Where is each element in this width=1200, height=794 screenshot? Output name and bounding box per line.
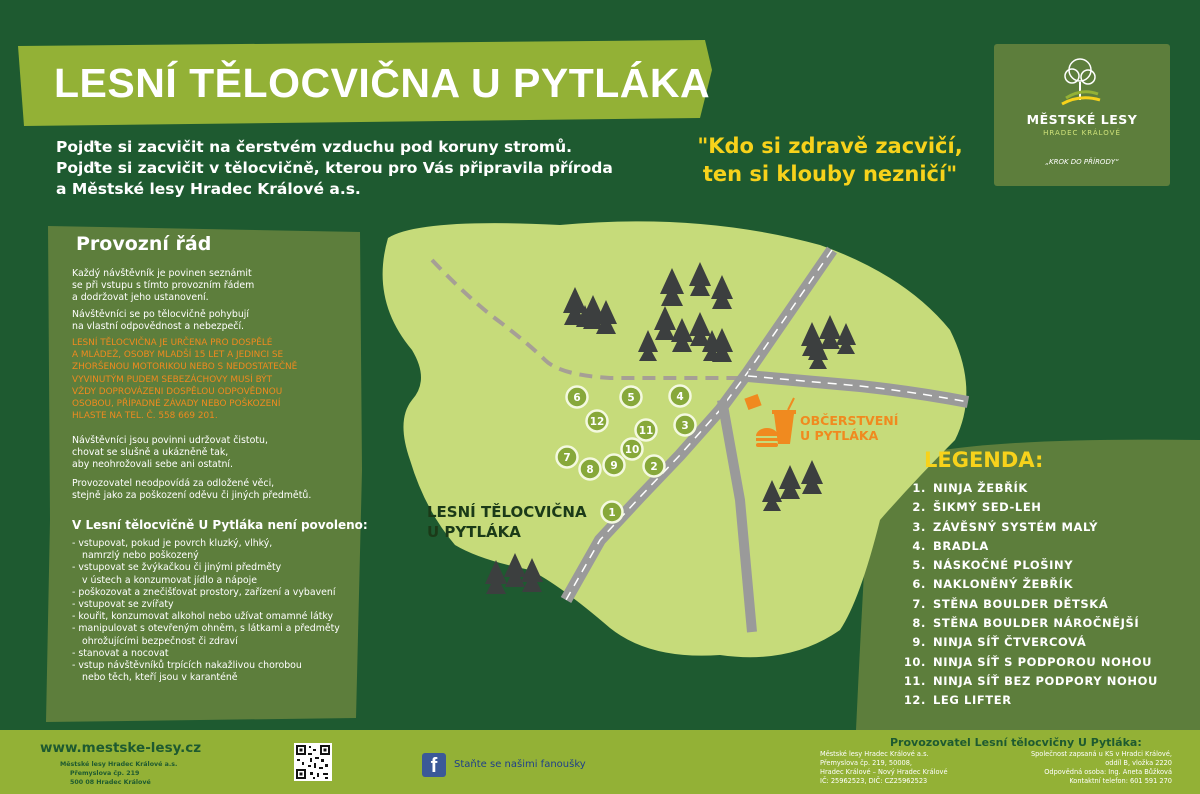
- legend-item-number: 4.: [912, 538, 926, 553]
- station-marker[interactable]: [567, 387, 588, 408]
- qr-code-icon[interactable]: [294, 743, 332, 781]
- ban-item: - kouřit, konzumovat alkohol nebo užívat omamné látky: [72, 611, 334, 623]
- legend-item: [898, 479, 1158, 498]
- legend-item: [898, 653, 1158, 672]
- station-marker-label: 4: [676, 390, 684, 403]
- rules-line: na vlastní odpovědnost a nebezpečí.: [72, 321, 245, 333]
- rules-line: OSOBOU, PŘÍPADNÉ ZÁVADY NEBO POŠKOZENÍ: [72, 399, 281, 410]
- station-marker[interactable]: [557, 447, 578, 468]
- rules-line: Návštěvníci jsou povinni udržovat čistotu,: [72, 435, 268, 446]
- rules-line: VYVINUTÝM PUDEM SEBEZÁCHOVY MUSÍ BÝT: [72, 374, 273, 385]
- ban-item: - vstupovat, pokud je povrch kluzký, vlhký,: [72, 538, 273, 549]
- ban-item: - manipulovat s otevřeným ohněm, s látkami a předměty: [72, 623, 340, 635]
- legend-item: [898, 498, 1158, 517]
- rules-line: HLASTE NA TEL. Č. 558 669 201.: [72, 411, 218, 422]
- station-marker-label: 9: [610, 459, 618, 472]
- station-marker[interactable]: [670, 386, 691, 407]
- legend-item: [898, 556, 1158, 575]
- station-marker-label: 10: [624, 443, 640, 456]
- logo-subtitle: HRADEC KRÁLOVÉ: [1043, 129, 1121, 137]
- slogan-line: ten si klouby nezničí": [702, 162, 958, 186]
- station-marker[interactable]: [622, 439, 643, 460]
- operator-line: Městské lesy Hradec Králové a.s.: [820, 750, 929, 758]
- snack-label-line: OBČERSTVENÍ: [800, 413, 899, 428]
- rules-line: VŽDY DOPROVÁZENI DOSPĚLOU ODPOVĚDNOU: [72, 386, 283, 397]
- legend-item-label: NÁSKOČNÉ PLOŠINY: [933, 558, 1074, 573]
- ban-item: - vstup návštěvníků trpících nakažlivou chorobou: [72, 660, 302, 672]
- legend-item-label: NINJA ŽEBŘÍK: [933, 481, 1028, 495]
- rules-paragraph: [72, 309, 362, 333]
- station-marker-label: 1: [608, 506, 616, 519]
- map-title-line: U PYTLÁKA: [427, 523, 521, 541]
- legend-item-label: NAKLONĚNÝ ŽEBŘÍK: [933, 577, 1074, 592]
- ban-item: - vstupovat se zvířaty: [72, 599, 174, 611]
- legend-item-number: 1.: [912, 481, 926, 495]
- rules-line: chovat se slušně a ukázněně tak,: [72, 447, 229, 459]
- address-line: Přemyslova čp. 219: [70, 770, 140, 777]
- address-line: 500 08 Hradec Králové: [70, 779, 151, 786]
- ban-item: nebo těch, kteří jsou v karanténě: [82, 672, 238, 684]
- operator-line: Přemyslova čp. 219, 50008,: [820, 758, 912, 767]
- legend-item-number: 12.: [903, 693, 926, 708]
- address-line: Městské lesy Hradec Králové a.s.: [60, 761, 178, 768]
- station-marker[interactable]: [636, 420, 657, 441]
- ban-item: ohrožujícími bezpečnost či zdraví: [82, 635, 238, 647]
- logo-motto: „KROK DO PŘÍRODY“: [1045, 158, 1119, 166]
- rules-warning: [72, 337, 362, 422]
- rules-paragraph: [72, 478, 362, 502]
- rules-paragraph: [72, 435, 362, 472]
- rules-line: LESNÍ TĚLOCVIČNA JE URČENA PRO DOSPĚLÉ: [72, 338, 273, 348]
- rules-paragraph: [72, 268, 362, 305]
- footer-address: [60, 760, 180, 787]
- legend-item-number: 10.: [903, 654, 926, 669]
- operator-line: oddíl B, vložka 2220: [1105, 758, 1172, 767]
- rules-line: a dodržovat jeho ustanovení.: [72, 292, 209, 304]
- snack-label-line: U PYTLÁKA: [800, 428, 879, 443]
- station-marker-label: 12: [589, 415, 605, 428]
- rules-line: aby neohrožovali sebe ani ostatní.: [72, 459, 233, 471]
- website-link[interactable]: www.mestske-lesy.cz: [40, 740, 202, 756]
- station-marker[interactable]: [621, 387, 642, 408]
- ban-item: - vstupovat se žvýkačkou či jinými předměty: [72, 562, 282, 574]
- operator-line: Odpovědná osoba: Ing. Aneta Bůžková: [1044, 767, 1172, 776]
- logo-name: MĚSTSKÉ LESY: [1026, 112, 1138, 127]
- legend-item-label: STĚNA BOULDER NÁROČNĚJŠÍ: [933, 616, 1140, 631]
- station-marker[interactable]: [580, 459, 601, 480]
- legend-item-number: 6.: [912, 577, 926, 592]
- legend-item: [898, 691, 1158, 710]
- legend-item-label: STĚNA BOULDER DĚTSKÁ: [933, 596, 1109, 611]
- ban-item: namrzlý nebo poškozený: [82, 550, 199, 562]
- legend-item-label: ZÁVĚSNÝ SYSTÉM MALÝ: [933, 519, 1099, 534]
- legend-item-label: LEG LIFTER: [933, 693, 1012, 708]
- station-marker[interactable]: [644, 456, 665, 477]
- legend-item: [898, 575, 1158, 594]
- station-marker[interactable]: [587, 411, 608, 432]
- facebook-link[interactable]: Staňte se našimi fanoušky: [454, 759, 586, 770]
- rules-line: Návštěvníci se po tělocvičně pohybují: [72, 309, 249, 320]
- slogan-line: "Kdo si zdravě zacvičí,: [697, 134, 963, 158]
- map-title-line: LESNÍ TĚLOCVIČNA: [427, 503, 587, 521]
- ban-title: V Lesní tělocvičně U Pytláka není povoleno:: [72, 518, 368, 532]
- station-marker-label: 2: [650, 460, 658, 473]
- ban-item: v ústech a konzumovat jídlo a nápoje: [82, 574, 258, 586]
- legend-item-label: NINJA SÍŤ ČTVERCOVÁ: [933, 635, 1087, 650]
- legend-item-number: 7.: [912, 596, 926, 611]
- intro-line: Pojďte si zacvičit v tělocvičně, kterou pro Vás připravila příroda: [56, 159, 613, 177]
- snack-label: [800, 413, 898, 443]
- station-marker-label: 3: [681, 419, 689, 432]
- legend-item-number: 8.: [912, 616, 926, 631]
- legend-item-label: NINJA SÍŤ S PODPOROU NOHOU: [933, 654, 1153, 669]
- intro-line: Pojďte si zacvičit na čerstvém vzduchu pod koruny stromů.: [56, 138, 572, 156]
- intro-text: [56, 137, 656, 200]
- legend-title: LEGENDA:: [924, 448, 1044, 472]
- station-marker-label: 5: [627, 391, 635, 404]
- station-marker-label: 11: [638, 424, 654, 437]
- legend-item-label: BRADLA: [933, 538, 989, 553]
- operator-line: Společnost zapsaná u KS v Hradci Králové,: [1030, 750, 1172, 758]
- station-marker[interactable]: [604, 455, 625, 476]
- ban-item: - stanovat a nocovat: [72, 647, 169, 659]
- legend-item-number: 9.: [912, 635, 926, 650]
- rules-title: Provozní řád: [76, 233, 212, 255]
- facebook-icon[interactable]: f: [422, 753, 446, 777]
- legend-item-number: 2.: [912, 500, 926, 515]
- legend-item: [898, 518, 1158, 537]
- legend-item: [898, 537, 1158, 556]
- operator-details: [820, 750, 1000, 786]
- slogan: [660, 132, 1000, 188]
- legend-item-number: 3.: [912, 519, 926, 534]
- legend-item: [898, 614, 1158, 633]
- operator-line: Kontaktní telefon: 601 591 270: [1069, 776, 1172, 785]
- legend-item-number: 11.: [903, 673, 926, 688]
- station-marker[interactable]: [675, 415, 696, 436]
- operator-line: Hradec Králové – Nový Hradec Králové: [820, 767, 948, 776]
- station-marker-label: 8: [586, 463, 594, 476]
- station-marker[interactable]: [602, 502, 623, 523]
- ban-list: [72, 538, 362, 684]
- intro-line: a Městské lesy Hradec Králové a.s.: [56, 180, 361, 198]
- map-title: [427, 502, 587, 542]
- legend-list: [898, 479, 1158, 711]
- rules-line: Každý návštěvník je povinen seznámit: [72, 268, 252, 279]
- operator-title: Provozovatel Lesní tělocvičny U Pytláka:: [890, 736, 1142, 749]
- legend-item: [898, 672, 1158, 691]
- operator-line: IČ: 25962523, DIČ: CZ25962523: [820, 776, 928, 785]
- rules-line: Provozovatel neodpovídá za odložené věci,: [72, 478, 275, 489]
- station-marker-label: 6: [573, 391, 581, 404]
- operator-registration: [990, 750, 1172, 786]
- station-marker-label: 7: [563, 451, 571, 464]
- legend-item-label: NINJA SÍŤ BEZ PODPORY NOHOU: [933, 673, 1158, 688]
- legend-item: [898, 595, 1158, 614]
- page-title: LESNÍ TĚLOCVIČNA U PYTLÁKA: [54, 60, 711, 106]
- rules-line: se při vstupu s tímto provozním řádem: [72, 280, 255, 292]
- rules-line: stejně jako za poškození oděvu či jiných předmětů.: [72, 490, 312, 502]
- legend-item-number: 5.: [912, 558, 926, 573]
- legend-item: [898, 633, 1158, 652]
- ban-item: - poškozovat a znečišťovat prostory, zařízení a vybavení: [72, 586, 336, 598]
- legend-item-label: ŠIKMÝ SED-LEH: [933, 500, 1042, 515]
- rules-line: A MLÁDEŽ, OSOBY MLADŠÍ 15 LET A JEDINCI SE: [72, 350, 284, 361]
- rules-line: ZHORŠENOU MOTORIKOU NEBO S NEDOSTATEČNĚ: [72, 362, 298, 373]
